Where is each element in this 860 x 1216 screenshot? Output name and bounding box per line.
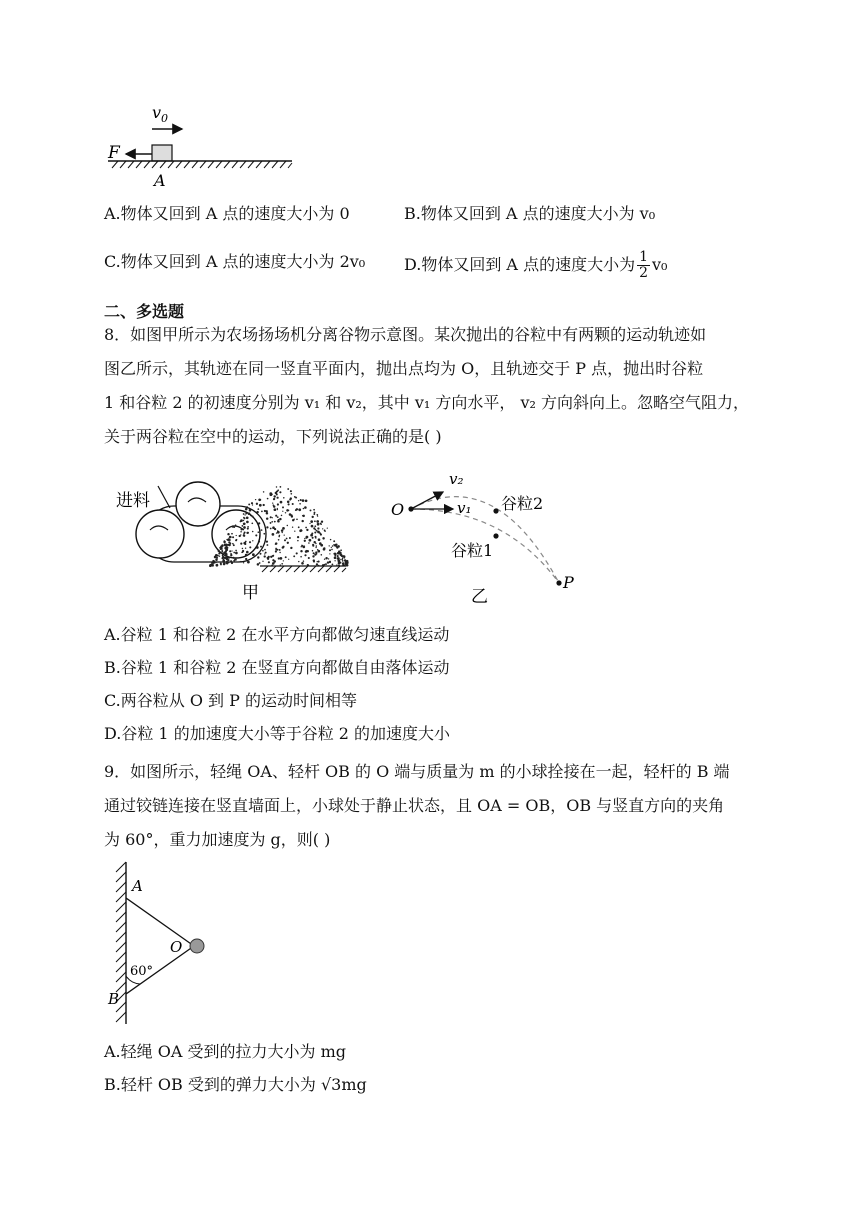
point-p (556, 580, 561, 585)
q9-line-3: 为 60°，重力加速度为 g，则( ) (104, 830, 331, 849)
q7-option-d (404, 250, 667, 281)
figure-trajectories (385, 464, 585, 606)
fraction-denominator: 2 (639, 265, 648, 281)
q7-option-a: A.物体又回到 A 点的速度大小为 0 (104, 204, 350, 223)
point-p-label: P (563, 573, 574, 592)
q7-option-d-text: D.物体又回到 A 点的速度大小为 (404, 255, 636, 274)
q8-line-2: 图乙所示，其轨迹在同一竖直平面内，抛出点均为 O，且轨迹交于 P 点，抛出时谷粒 (104, 359, 704, 378)
angle-label: 60° (130, 964, 154, 979)
grain-2-label: 谷粒2 (501, 494, 544, 513)
v2-label: v₂ (449, 470, 464, 488)
force-label: F (108, 143, 120, 163)
ground-hatch (112, 161, 292, 168)
q8-line-3: 1 和谷粒 2 的初速度分别为 v₁ 和 v₂，其中 v₁ 方向水平， v₂ 方向斜向上。忽略空气阻力， (104, 393, 750, 412)
fraction (637, 250, 650, 281)
q7-option-b: B.物体又回到 A 点的速度大小为 v₀ (404, 204, 656, 223)
feed-label: 进料 (116, 491, 150, 511)
q7-option-d-tail: v₀ (652, 255, 668, 274)
grain-1-dot (493, 533, 498, 538)
q7-option-c: C.物体又回到 A 点的速度大小为 2v₀ (104, 252, 366, 271)
grain-2-dot (493, 508, 498, 513)
point-o-label: O (170, 938, 183, 956)
q8-option-b: B.谷粒 1 和谷粒 2 在竖直方向都做自由落体运动 (104, 658, 450, 677)
point-a-label: A (132, 877, 143, 895)
q8-option-c: C.两谷粒从 O 到 P 的运动时间相等 (104, 691, 357, 710)
v1-label: v₁ (457, 499, 472, 517)
q8-option-a: A.谷粒 1 和谷粒 2 在水平方向都做匀速直线运动 (104, 625, 450, 644)
q9-option-a: A.轻绳 OA 受到的拉力大小为 mg (104, 1042, 346, 1061)
roller-top (176, 482, 220, 526)
feed-pointer (158, 486, 170, 508)
figure-block-on-ground (100, 96, 300, 192)
q8-line-4: 关于两谷粒在空中的运动，下列说法正确的是( ) (104, 427, 442, 446)
q9-option-b: B.轻杆 OB 受到的弹力大小为 √3mg (104, 1075, 367, 1094)
point-a-label: A (154, 171, 166, 190)
figure-yi-label: 乙 (471, 587, 488, 607)
q9-line-1: 9．如图所示，轻绳 OA、轻杆 OB 的 O 端与质量为 m 的小球拴接在一起，轻杆的 B 端 (104, 762, 730, 781)
grain-1-label: 谷粒1 (451, 541, 494, 560)
block (152, 145, 172, 161)
rope-oa (126, 898, 194, 946)
ground-hatch (262, 566, 346, 572)
q8-line-1: 8．如图甲所示为农场扬场机分离谷物示意图。某次抛出的谷粒中有两颗的运动轨迹如 (104, 325, 707, 344)
roller-left (136, 510, 184, 558)
figure-rope-rod-ball (110, 858, 220, 1030)
point-b-label: B (108, 990, 120, 1008)
ball (190, 939, 204, 953)
figure-winnowing-machine (110, 470, 360, 605)
v2-arrow (411, 492, 443, 509)
v0-label: $v_0$ (152, 103, 169, 125)
q9-line-2: 通过铰链连接在竖直墙面上，小球处于静止状态，且 OA = OB，OB 与竖直方向的夹角 (104, 796, 725, 815)
figure-jia-label: 甲 (242, 583, 259, 603)
fraction-numerator: 1 (639, 249, 648, 265)
q8-option-d: D.谷粒 1 的加速度大小等于谷粒 2 的加速度大小 (104, 724, 451, 743)
point-o-label: O (391, 500, 405, 519)
point-o (408, 506, 413, 511)
section-heading: 二、多选题 (104, 302, 185, 321)
